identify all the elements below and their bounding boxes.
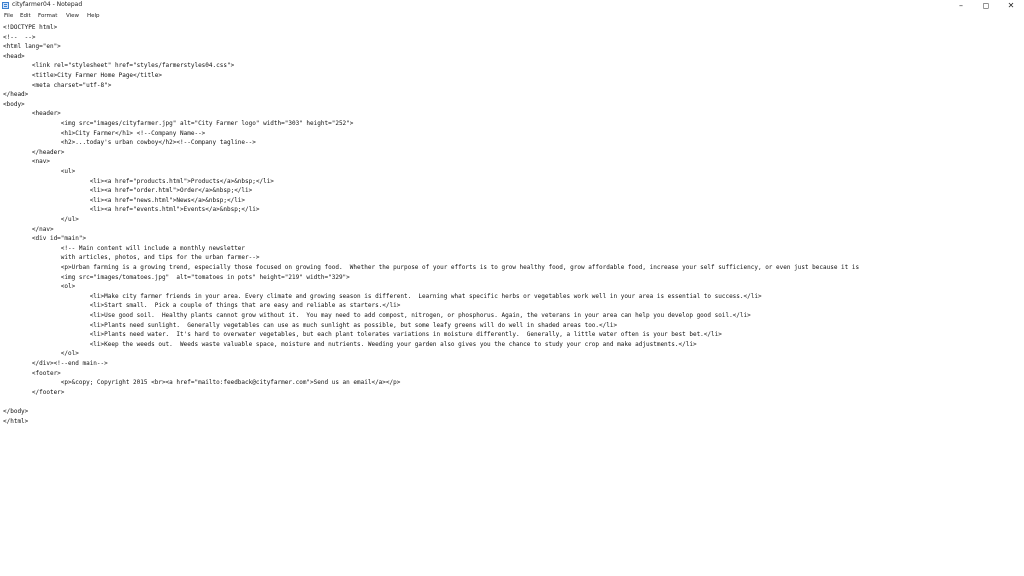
editor-line: <li><a href="order.html">Order</a>&nbsp;</li>: [3, 187, 253, 195]
editor-line: </footer>: [3, 388, 65, 396]
editor-line: </ol>: [3, 350, 79, 358]
minimize-button[interactable]: –: [959, 1, 963, 10]
editor-line: </div><!--end main-->: [3, 360, 108, 367]
editor-line: <li>Plants need water. It's hard to overwater vegetables, but each plant tolerates variations in moisture differently. Generally, a little water often is your best bet.</li>: [3, 331, 722, 339]
editor-line: <img src="images/tomatoes.jpg" alt="tomatoes in pots" height="219" width="329">: [3, 273, 350, 281]
editor-line: <li>Make city farmer friends in your area. Every climate and growing season is different. Learning what specific herbs or vegetables work well in your area is essential to success.</li>: [3, 292, 762, 300]
menu-edit[interactable]: Edit: [20, 13, 31, 19]
editor-line: <meta charset="utf-8">: [3, 81, 112, 89]
maximize-button[interactable]: ◻: [982, 1, 990, 10]
editor-line: </header>: [3, 148, 65, 156]
editor-line: <!DOCTYPE html>: [3, 24, 58, 31]
editor-line: <header>: [3, 110, 61, 118]
editor-line: <head>: [3, 52, 25, 60]
editor-line: <li>Keep the weeds out. Weeds waste valuable space, moisture and nutrients. Weeding your garden also gives you the chance to study your crop and make adjustments.</li>: [3, 340, 697, 348]
editor-line: <!-- -->: [3, 33, 36, 41]
editor-line: </html>: [3, 417, 29, 425]
editor-line: <!-- Main content will include a monthly newsletter: [3, 244, 246, 252]
editor-line: </nav>: [3, 225, 54, 233]
close-button[interactable]: ✕: [1007, 1, 1015, 10]
menu-format[interactable]: Format: [38, 13, 58, 19]
editor-line: with articles, photos, and tips for the urban farmer-->: [3, 254, 260, 262]
editor-line: <li>Use good soil. Healthy plants cannot grow without it. You may need to add compost, nitrogen, or phosphorus. Again, the veterans in your area can help you develop good soil.</li>: [3, 312, 751, 319]
editor-line: <link rel="stylesheet" href="styles/farmerstyles04.css">: [3, 62, 235, 70]
menu-bar: [0, 11, 1024, 21]
editor-line: </ul>: [3, 216, 79, 223]
editor-line: <li><a href="news.html">News</a>&nbsp;</li>: [3, 196, 246, 204]
menu-view[interactable]: View: [66, 13, 80, 19]
text-editor-area[interactable]: [0, 21, 1024, 576]
editor-line: <body>: [3, 100, 25, 108]
editor-line: <h2>...today's urban cowboy</h2><!--Company tagline-->: [3, 139, 256, 147]
notepad-icon: [2, 2, 9, 9]
editor-line: <p>&copy; Copyright 2015 <br><a href="mailto:feedback@cityfarmer.com">Send us an email</a></p>: [3, 379, 401, 387]
editor-line: <p>Urban farming is a growing trend, especially those focused on growing food. Whether the purpose of your efforts is to grow healthy food, grow affordable food, increase your self sufficiency, or even just because it is: [3, 264, 860, 271]
title-bar: [0, 0, 1024, 11]
editor-line: <title>City Farmer Home Page</title>: [3, 72, 162, 79]
editor-line: </body>: [3, 408, 29, 415]
window-title: cityfarmer04 - Notepad: [12, 1, 83, 8]
editor-line: <li><a href="events.html">Events</a>&nbsp;</li>: [3, 206, 260, 214]
editor-line: <nav>: [3, 158, 50, 166]
editor-line: <li>Start small. Pick a couple of things that are easy and reliable as starters.</li>: [3, 302, 401, 310]
editor-line: <img src="images/cityfarmer.jpg" alt="City Farmer logo" width="303" height="252">: [3, 120, 354, 127]
editor-line: <h1>City Farmer</h1> <!--Company Name-->: [3, 129, 206, 137]
editor-line: <ol>: [3, 283, 76, 291]
editor-line: <li><a href="products.html">Products</a>&nbsp;</li>: [3, 177, 274, 185]
editor-line: <footer>: [3, 369, 61, 377]
menu-help[interactable]: Help: [87, 13, 100, 19]
editor-line: </head>: [3, 91, 29, 99]
editor-line: <ul>: [3, 168, 76, 175]
editor-line: <li>Plants need sunlight. Generally vegetables can use as much sunlight as possible, but some leafy greens will do well in shaded areas too.</li>: [3, 321, 618, 329]
editor-line: <html lang="en">: [3, 43, 61, 51]
editor-line: <div id="main">: [3, 235, 87, 243]
menu-file[interactable]: File: [4, 13, 14, 19]
